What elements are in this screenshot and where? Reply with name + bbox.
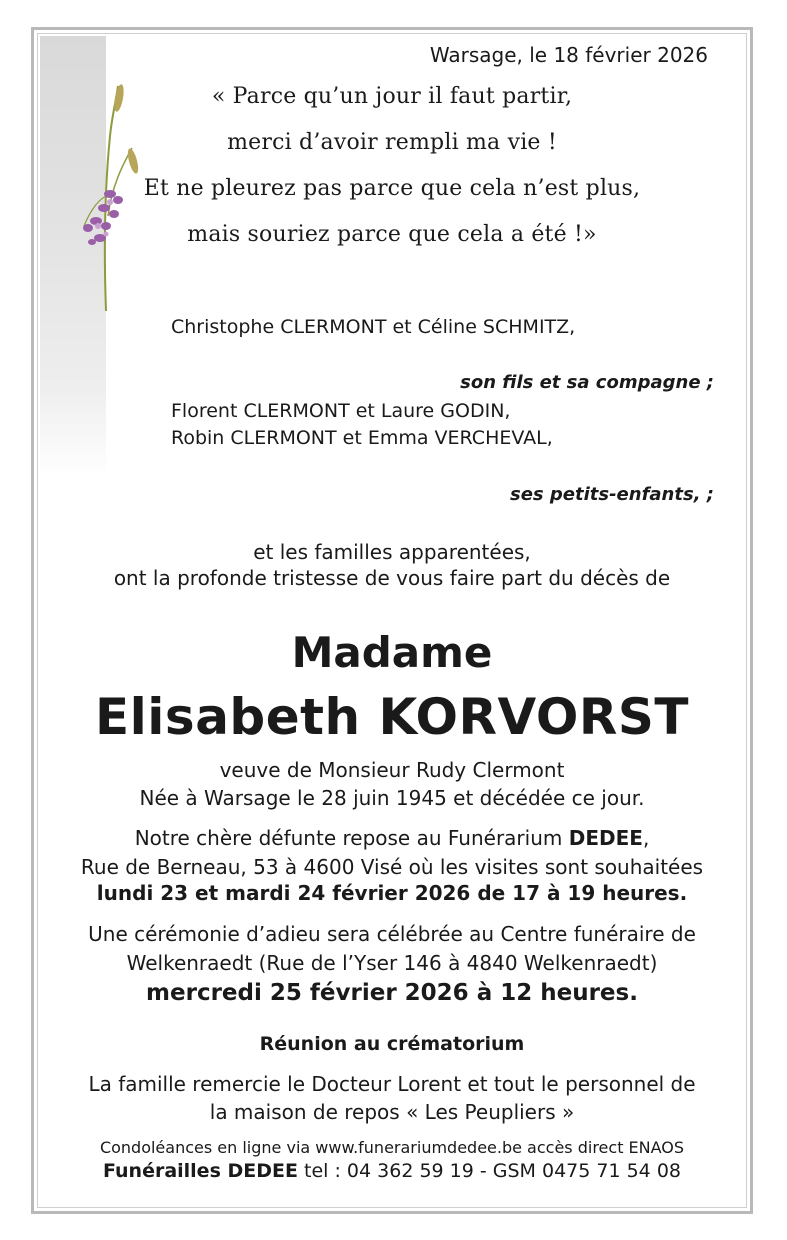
visitation-times: lundi 23 et mardi 24 février 2026 de 17 à 19 heures. [96, 881, 688, 905]
visitation-prefix: Notre chère défunte repose au Funérarium [134, 826, 569, 850]
ceremony-line-1: Une cérémonie d’adieu sera célébrée au Centre funéraire de [88, 922, 696, 946]
visitation-suffix: , [642, 826, 650, 850]
reunion-line: Réunion au crématorium [259, 1033, 525, 1055]
widow-line: veuve de Monsieur Rudy Clermont [219, 758, 565, 782]
contact-line [40, 1160, 744, 1182]
date-line: Warsage, le 18 février 2026 [429, 43, 708, 67]
poem-line-2: merci d’avoir rempli ma vie ! [227, 130, 557, 155]
visitation-line-1 [40, 826, 744, 850]
contact-numbers: tel : 04 362 59 19 - GSM 0475 71 54 08 [297, 1160, 681, 1182]
grandchildren-relation: ses petits-enfants, ; [510, 484, 714, 505]
announcement-line: ont la profonde tristesse de vous faire part du décès de [113, 566, 671, 590]
poem-line-4: mais souriez parce que cela a été !» [187, 222, 597, 247]
visitation-line-2: Rue de Berneau, 53 à 4600 Visé où les visites sont souhaitées [80, 855, 704, 879]
poem-line-1: « Parce qu’un jour il faut partir, [211, 84, 573, 109]
son-line: Christophe CLERMONT et Céline SCHMITZ, [171, 316, 576, 338]
son-relation: son fils et sa compagne ; [460, 372, 714, 393]
poem-line-3: Et ne pleurez pas parce que cela n’est plus, [143, 176, 641, 201]
deceased-name: Elisabeth KORVORST [95, 688, 689, 746]
condolences-line: Condoléances en ligne via www.funerariumdedee.be accès direct ENAOS [99, 1138, 685, 1157]
ceremony-line-2: Welkenraedt (Rue de l’Yser 146 à 4840 Welkenraedt) [126, 951, 658, 975]
thanks-line-2: la maison de repos « Les Peupliers » [209, 1100, 575, 1124]
grandchild-line-1: Florent CLERMONT et Laure GODIN, [171, 400, 511, 422]
deceased-title: Madame [291, 628, 493, 677]
ceremony-time: mercredi 25 février 2026 à 12 heures. [146, 980, 638, 1006]
funeral-home-name: DEDEE [568, 826, 643, 850]
thanks-line-1: La famille remercie le Docteur Lorent et tout le personnel de [88, 1072, 696, 1096]
birth-line: Née à Warsage le 28 juin 1945 et décédée ce jour. [139, 786, 645, 810]
company-name: Funérailles DEDEE [102, 1160, 298, 1182]
grandchild-line-2: Robin CLERMONT et Emma VERCHEVAL, [171, 427, 553, 449]
relatives-line: et les familles apparentées, [253, 540, 531, 564]
